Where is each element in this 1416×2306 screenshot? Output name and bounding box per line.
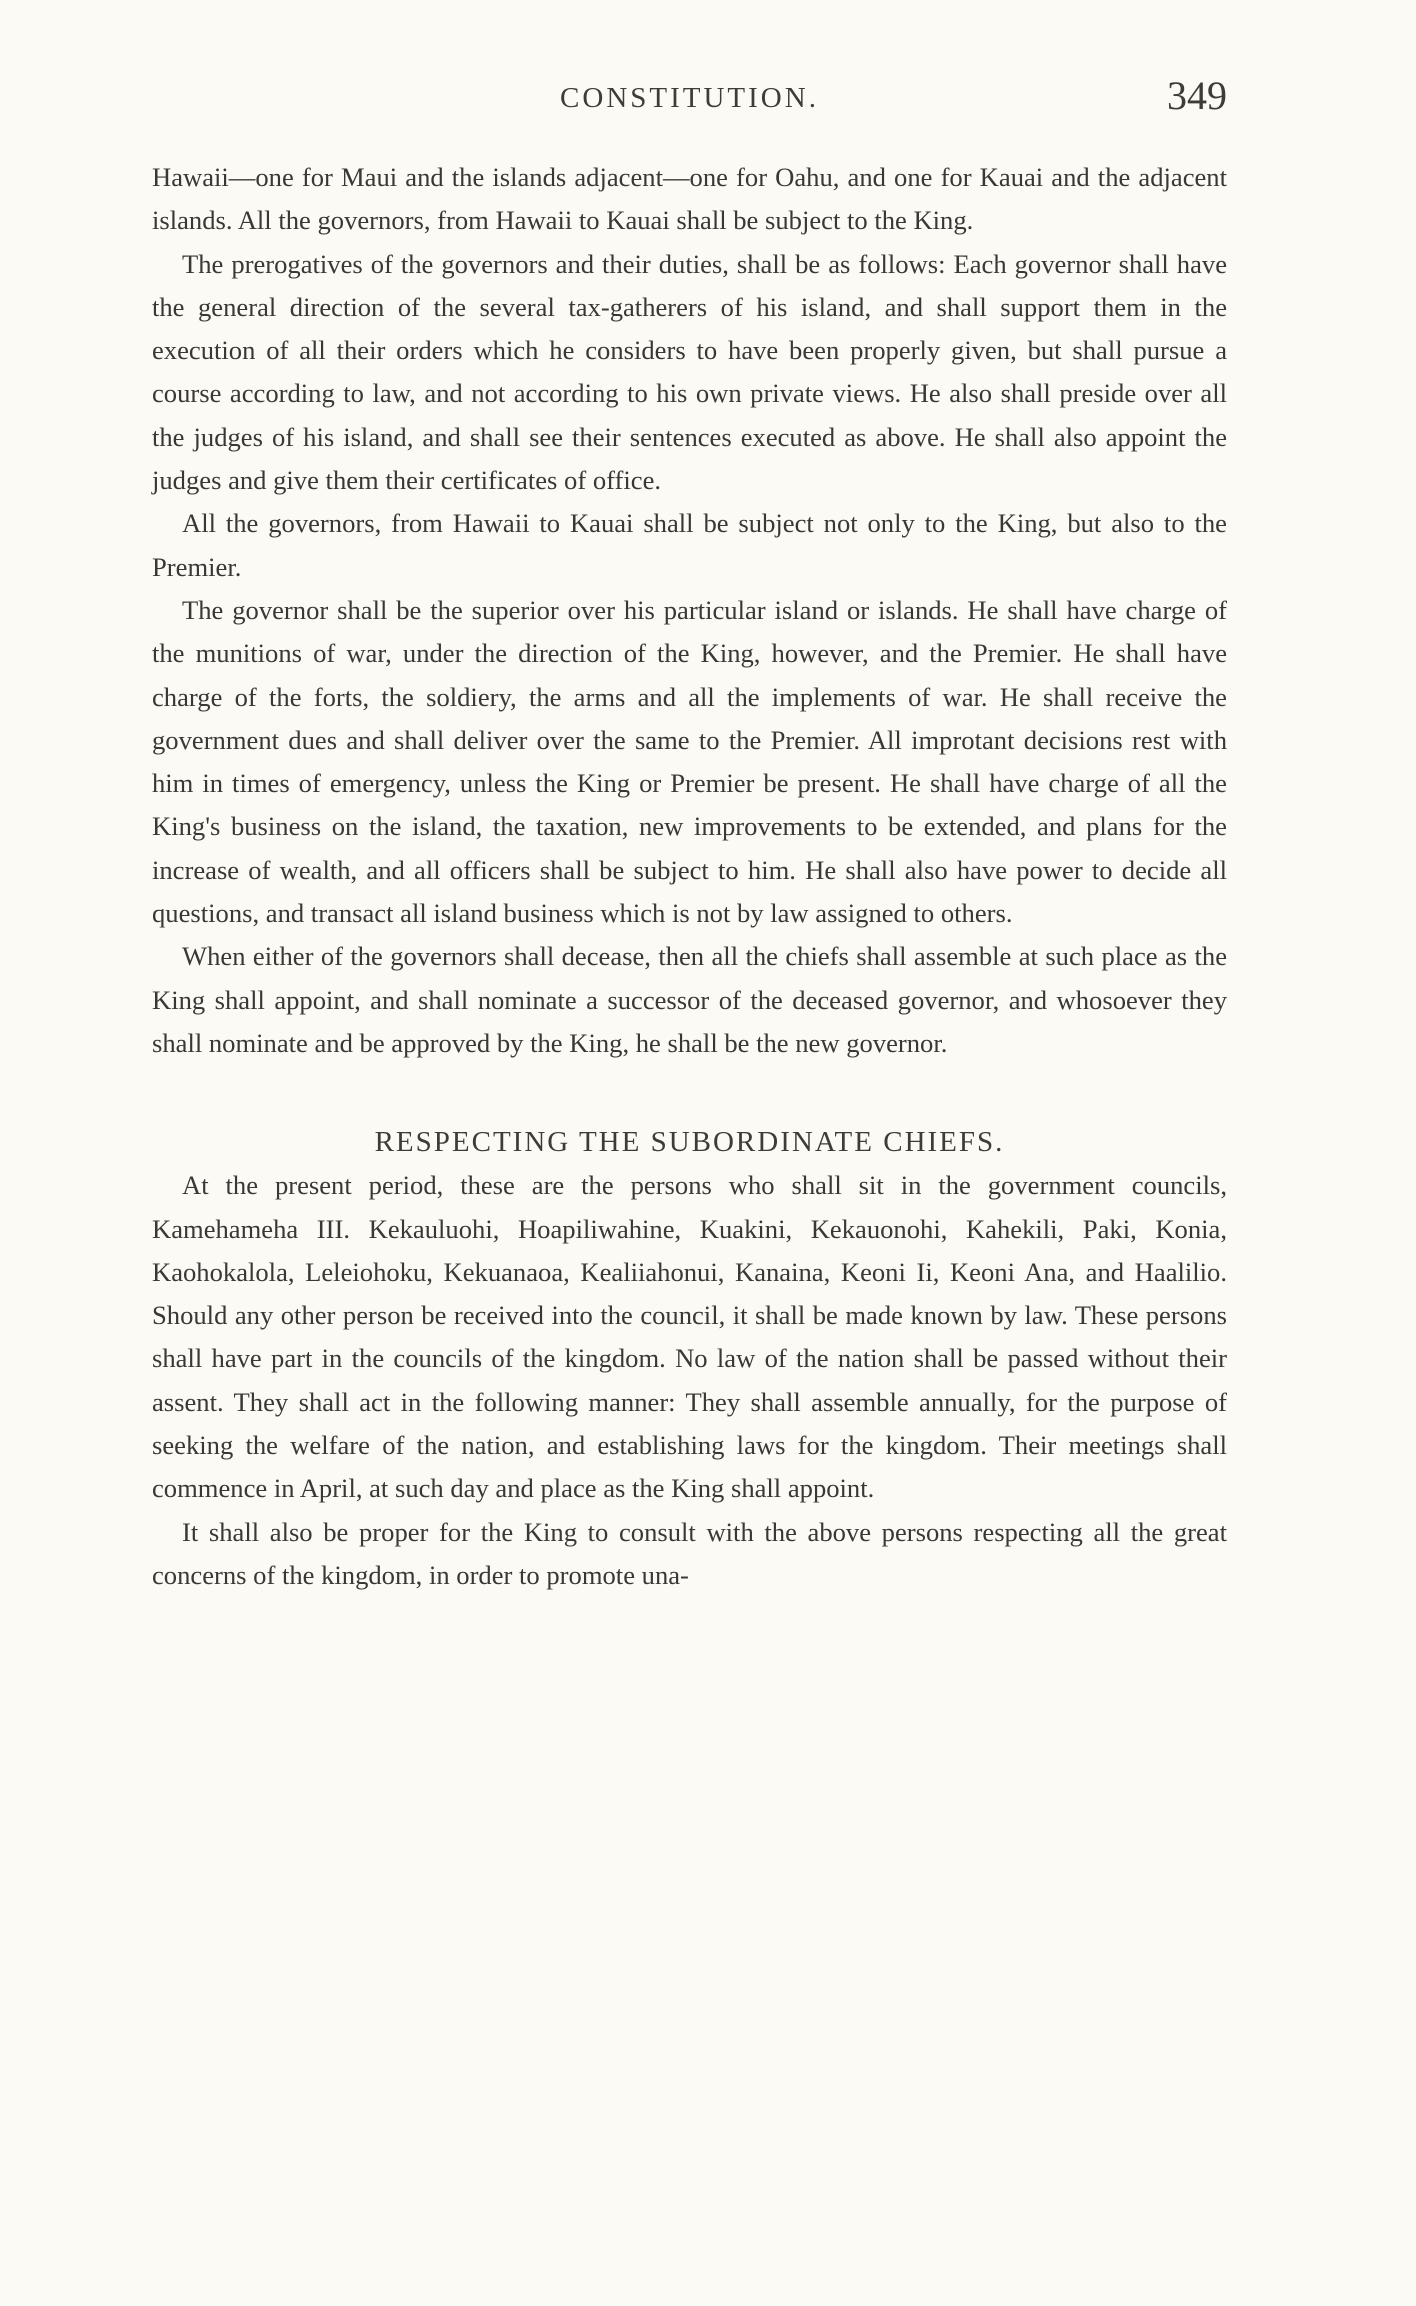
- running-head: [152, 72, 1227, 134]
- book-page: [152, 72, 1227, 1597]
- body-text: [152, 156, 1227, 1597]
- paragraph-governor-superior: The governor shall be the superior over his particular island or islands. He shall have charge of the munitions of war, under the direction of the King, however, and the Premier. He shall have charge of the forts, the soldiery, the arms and all the implements of war. He shall receive the government dues and shall deliver over the same to the Premier. All improtant decisions rest with him in times of emergency, unless the King or Premier be present. He shall have charge of all the King's business on the island, the taxation, new improvements to be extended, and plans for the increase of wealth, and all officers shall be subject to him. He shall also have power to decide all questions, and transact all island business which is not by law assigned to others.: [152, 594, 1227, 929]
- paragraph-governor-decease: When either of the governors shall decease, then all the chiefs shall assemble at such place as the King shall appoint, and shall nominate a successor of the deceased governor, and whosoever they shall nominate and be approved by the King, he shall be the new governor.: [152, 941, 1227, 1058]
- page-number: 349: [1167, 73, 1227, 118]
- paragraph-king-consult: It shall also be proper for the King to consult with the above persons respecting all the great concerns of the kingdom, in order to promote una-: [152, 1516, 1227, 1590]
- paragraph-continuation: Hawaii—one for Maui and the islands adjacent—one for Oahu, and one for Kauai and the adjacent islands. All the governors, from Hawaii to Kauai shall be subject to the King.: [152, 162, 1227, 236]
- paragraph-council-members: At the present period, these are the persons who shall sit in the government councils, Kamehameha III. Kekauluohi, Hoapiliwahine, Kuakini, Kekauonohi, Kahekili, Paki, Konia, Kaohokalola, Leleiohoku, Kekuanaoa, Kealiiahonui, Kanaina, Keoni Ii, Keoni Ana, and Haalilio. Should any other person be received into the council, it shall be made known by law. These persons shall have part in the councils of the kingdom. No law of the nation shall be passed without their assent. They shall act in the following manner: They shall assemble annually, for the purpose of seeking the welfare of the nation, and establishing laws for the kingdom. Their meetings shall commence in April, at such day and place as the King shall appoint.: [152, 1170, 1227, 1504]
- running-title: CONSTITUTION.: [560, 82, 819, 114]
- paragraph-governors-subject: All the governors, from Hawaii to Kauai shall be subject not only to the King, but also to the Premier.: [152, 508, 1227, 582]
- section-heading: RESPECTING THE SUBORDINATE CHIEFS.: [374, 1126, 1005, 1159]
- paragraph-governor-prerogatives: The prerogatives of the governors and their duties, shall be as follows: Each governor shall have the general direction of the several tax-gatherers of his island, and shall support them in the execution of all their orders which he considers to have been properly given, but shall pursue a course according to law, and not according to his own private views. He also shall preside over all the judges of his island, and shall see their sentences executed as above. He shall also appoint the judges and give them their certificates of office.: [152, 248, 1227, 496]
